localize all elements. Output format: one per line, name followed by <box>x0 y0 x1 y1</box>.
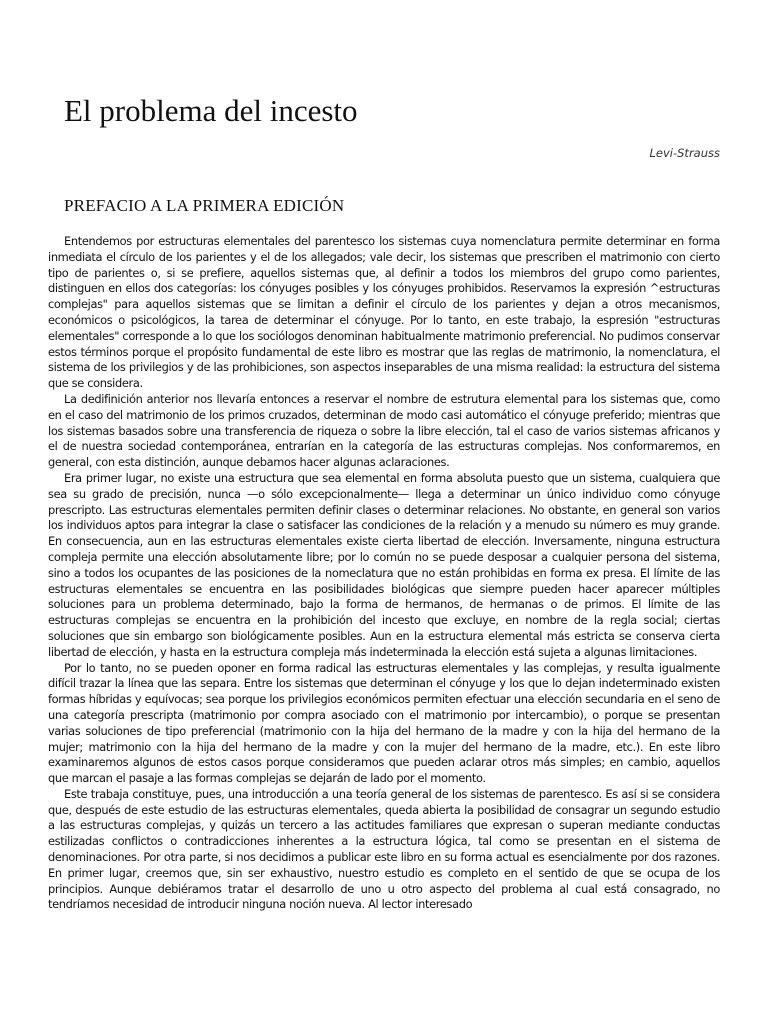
page-title: El problema del incesto <box>64 93 358 128</box>
paragraph: Entendemos por estructuras elementales del parentesco los sistemas cuya nomenclatura permite determinar en forma inmediata el círculo de los parientes y el de los allegados; vale decir, los sistemas que prescriben el matrimonio con cierto tipo de parientes o, si se prefiere, aquellos sistemas que, al definir a todos los miembros del grupo como parientes, distinguen en ellos dos categorías: los cónyuges posibles y los cónyuges prohibidos. Reservamos la expresión ^estructuras complejas" para aquellos sistemas que se limitan a definir el círculo de los parientes y dejan a otros mecanismos, económicos o psicológicos, la tarea de determinar el cónyuge. Por lo tanto, en este trabajo, la espresión "estructuras elementales" corresponde a lo que los sociólogos denominan habitualmente matrimonio preferencial. No pudimos conservar estos términos porque el propósito fundamental de este libro es mostrar que las reglas de matrimonio, la nomenclatura, el sistema de los privilegios y de las prohibiciones, son aspectos inseparables de una misma realidad: la estructura del sistema que se considera. <box>48 234 720 391</box>
author-name: Levi-Strauss <box>649 146 720 160</box>
paragraph: Por lo tanto, no se pueden oponer en forma radical las estructuras elementales y las complejas, y resulta igualmente difícil trazar la línea que las separa. Entre los sistemas que determinan el cónyuge y los que lo dejan indeterminado existen formas híbridas y equívocas; sea porque los privilegios económicos permiten efectuar una elección secundaria en el seno de una categoría prescripta (matrimonio por compra asociado con el matrimonio por intercambio), o porque se presentan varias soluciones de tipo preferencial (matrimonio con la hija del hermano de la madre y con la hija del hermano de la mujer; matrimonio con la hija del hermano de la madre y con la mujer del hermano de la madre, etc.). En este libro examinaremos algunos de estos casos porque consideramos que pueden aclarar otros más simples; en cambio, aquellos que marcan el pasaje a las formas complejas se dejarán de lado por el momento. <box>48 660 720 786</box>
paragraph: La dedifinición anterior nos llevaría entonces a reservar el nombre de estrutura elemental para los sistemas que, como en el caso del matrimonio de los primos cruzados, determinan de modo casi automático el cónyuge preferido; mientras que los sistemas basados sobre una transferencia de riqueza o sobre la libre elección, tal el caso de varios sistemas africanos y el de nuestra sociedad contemporánea, entrarían en la categoría de las estructuras complejas. Nos conformaremos, en general, con esta distinción, aunque debamos hacer algunas aclaraciones. <box>48 391 720 470</box>
paragraph: Era primer lugar, no existe una estructura que sea elemental en forma absoluta puesto que un sistema, cualquiera que sea su grado de precisión, nunca —o sólo excepcionalmente— llega a determinar un único individuo como cónyuge prescripto. Las estructuras elementales permiten definir clases o determinar relaciones. No obstante, en general son varios los individuos aptos para integrar la clase o satisfacer las condiciones de la relación y a menudo su número es muy grande. En consecuencia, aun en las estructuras elementales existe cierta libertad de elección. Inversamente, ninguna estructura compleja permite una elección absolutamente libre; por lo común no se puede desposar a cualquier persona del sistema, sino a todos los ocupantes de las posiciones de la nomeclatura que no están prohibidas en forma ex presa. El límite de las estructuras elementales se encuentra en las posibilidades biológicas que siempre pueden hacer aparecer múltiples soluciones para un problema determinado, bajo la forma de hermanos, de hermanas o de primos. El límite de las estructuras complejas se encuentra en la prohibición del incesto que excluye, en nombre de la regla social; ciertas soluciones que sin embargo son biológicamente posibles. Aun en la estructura elemental más estricta se conserva cierta libertad de elección, y hasta en la estructura compleja más indeterminada la elección está sujeta a algunas limitaciones. <box>48 470 720 659</box>
body-text <box>48 234 720 1014</box>
section-heading: PREFACIO A LA PRIMERA EDICIÓN <box>64 196 345 215</box>
paragraph: Este trabaja constituye, pues, una introducción a una teoría general de los sistemas de parentesco. Es así si se considera que, después de este estudio de las estructuras elementales, queda abierta la posibilidad de consagrar un segundo estudio a las estructuras complejas, y quizás un tercero a las actitudes familiares que expresan o superan mediante conductas estilizadas conflictos o contradicciones inherentes a la estructura lógica, tal como se presentan en el sistema de denominaciones. Por otra parte, si nos decidimos a publicar este libro en su forma actual es esencialmente por dos razones. En primer lugar, creemos que, sin ser exhaustivo, nuestro estudio es completo en el sentido de que se ocupa de los principios. Aunque debiéramos tratar el desarrollo de uno u otro aspecto del problema al cual está consagrado, no tendríamos necesidad de introducir ninguna noción nueva. Al lector interesado <box>48 786 720 912</box>
